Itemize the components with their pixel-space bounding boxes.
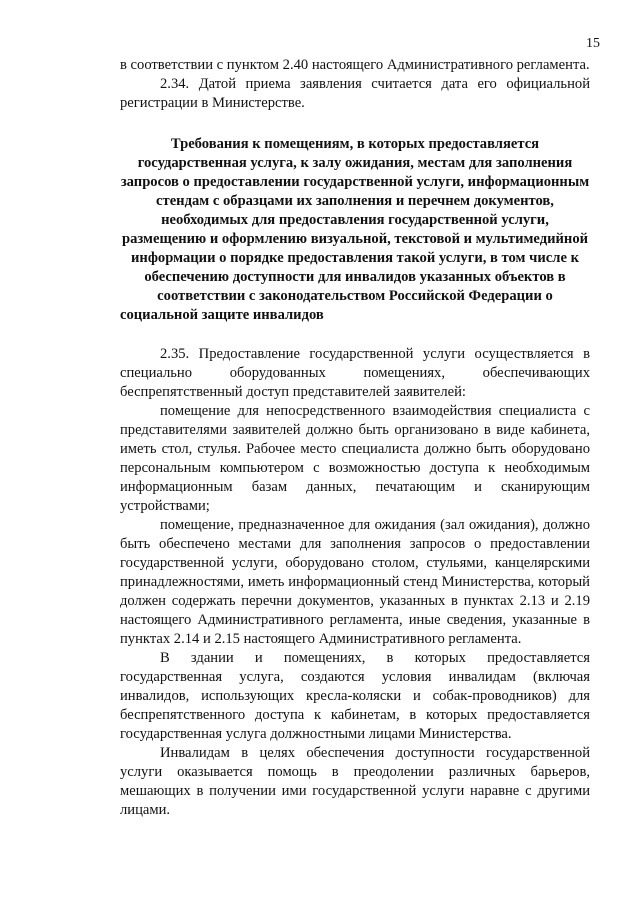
paragraph-2-34: 2.34. Датой приема заявления считается дата его официальной регистрации в Министерстве. [120, 76, 590, 111]
paragraph-continuation: в соответствии с пунктом 2.40 настоящего Административного регламента. [120, 57, 590, 73]
document-body [120, 56, 590, 820]
paragraph-2-35: 2.35. Предоставление государственной услуги осуществляется в специально оборудованных помещениях, обеспечивающих беспрепятственный доступ представителей заявителей: [120, 346, 590, 400]
paragraph-office-room: помещение для непосредственного взаимодействия специалиста с представителями заявителей должно быть организовано в виде кабинета, иметь стол, стулья. Рабочее место специалиста должно быть оборудовано персональным компьютером с возможностью доступа к необходимым информационным базам данных, печатающим и сканирующим устройствами; [120, 403, 590, 514]
section-heading [120, 135, 590, 325]
section-heading-text: Требования к помещениям, в которых предоставляется государственная услуга, к залу ожидания, местам для заполнения запросов о предоставлении государственной услуги, информационным стендам с образцами их заполнения и перечнем документов, необходимых для предоставления государственной услуги, размещению и оформлению визуальной, текстовой и мультимедийной информации о порядке предоставления такой услуги, в том числе к обеспечению доступности для инвалидов указанных объектов в соответствии с законодательством Российской Федерации о социальной защите инвалидов [120, 136, 590, 323]
paragraph-disability-assistance: Инвалидам в целях обеспечения доступности государственной услуги оказывается помощь в преодолении различных барьеров, мешающих в получении ими государственной услуги наравне с другими лицами. [120, 745, 590, 818]
page-number: 15 [586, 36, 600, 51]
paragraph-waiting-room: помещение, предназначенное для ожидания (зал ожидания), должно быть обеспечено местами для заполнения запросов о предоставлении государственной услуги, оборудовано столом, стульями, канцелярскими принадлежностями, иметь информационный стенд Министерства, который должен содержать перечни документов, указанных в пунктах 2.13 и 2.19 настоящего Административного регламента, иные сведения, указанные в пунктах 2.14 и 2.15 настоящего Административного регламента. [120, 517, 590, 647]
paragraph-disability-access: В здании и помещениях, в которых предоставляется государственная услуга, создаются условия инвалидам (включая инвалидов, использующих кресла-коляски и собак-проводников) для беспрепятственного доступа к кабинетам, в которых предоставляется государственная услуга должностными лицами Министерства. [120, 650, 590, 742]
